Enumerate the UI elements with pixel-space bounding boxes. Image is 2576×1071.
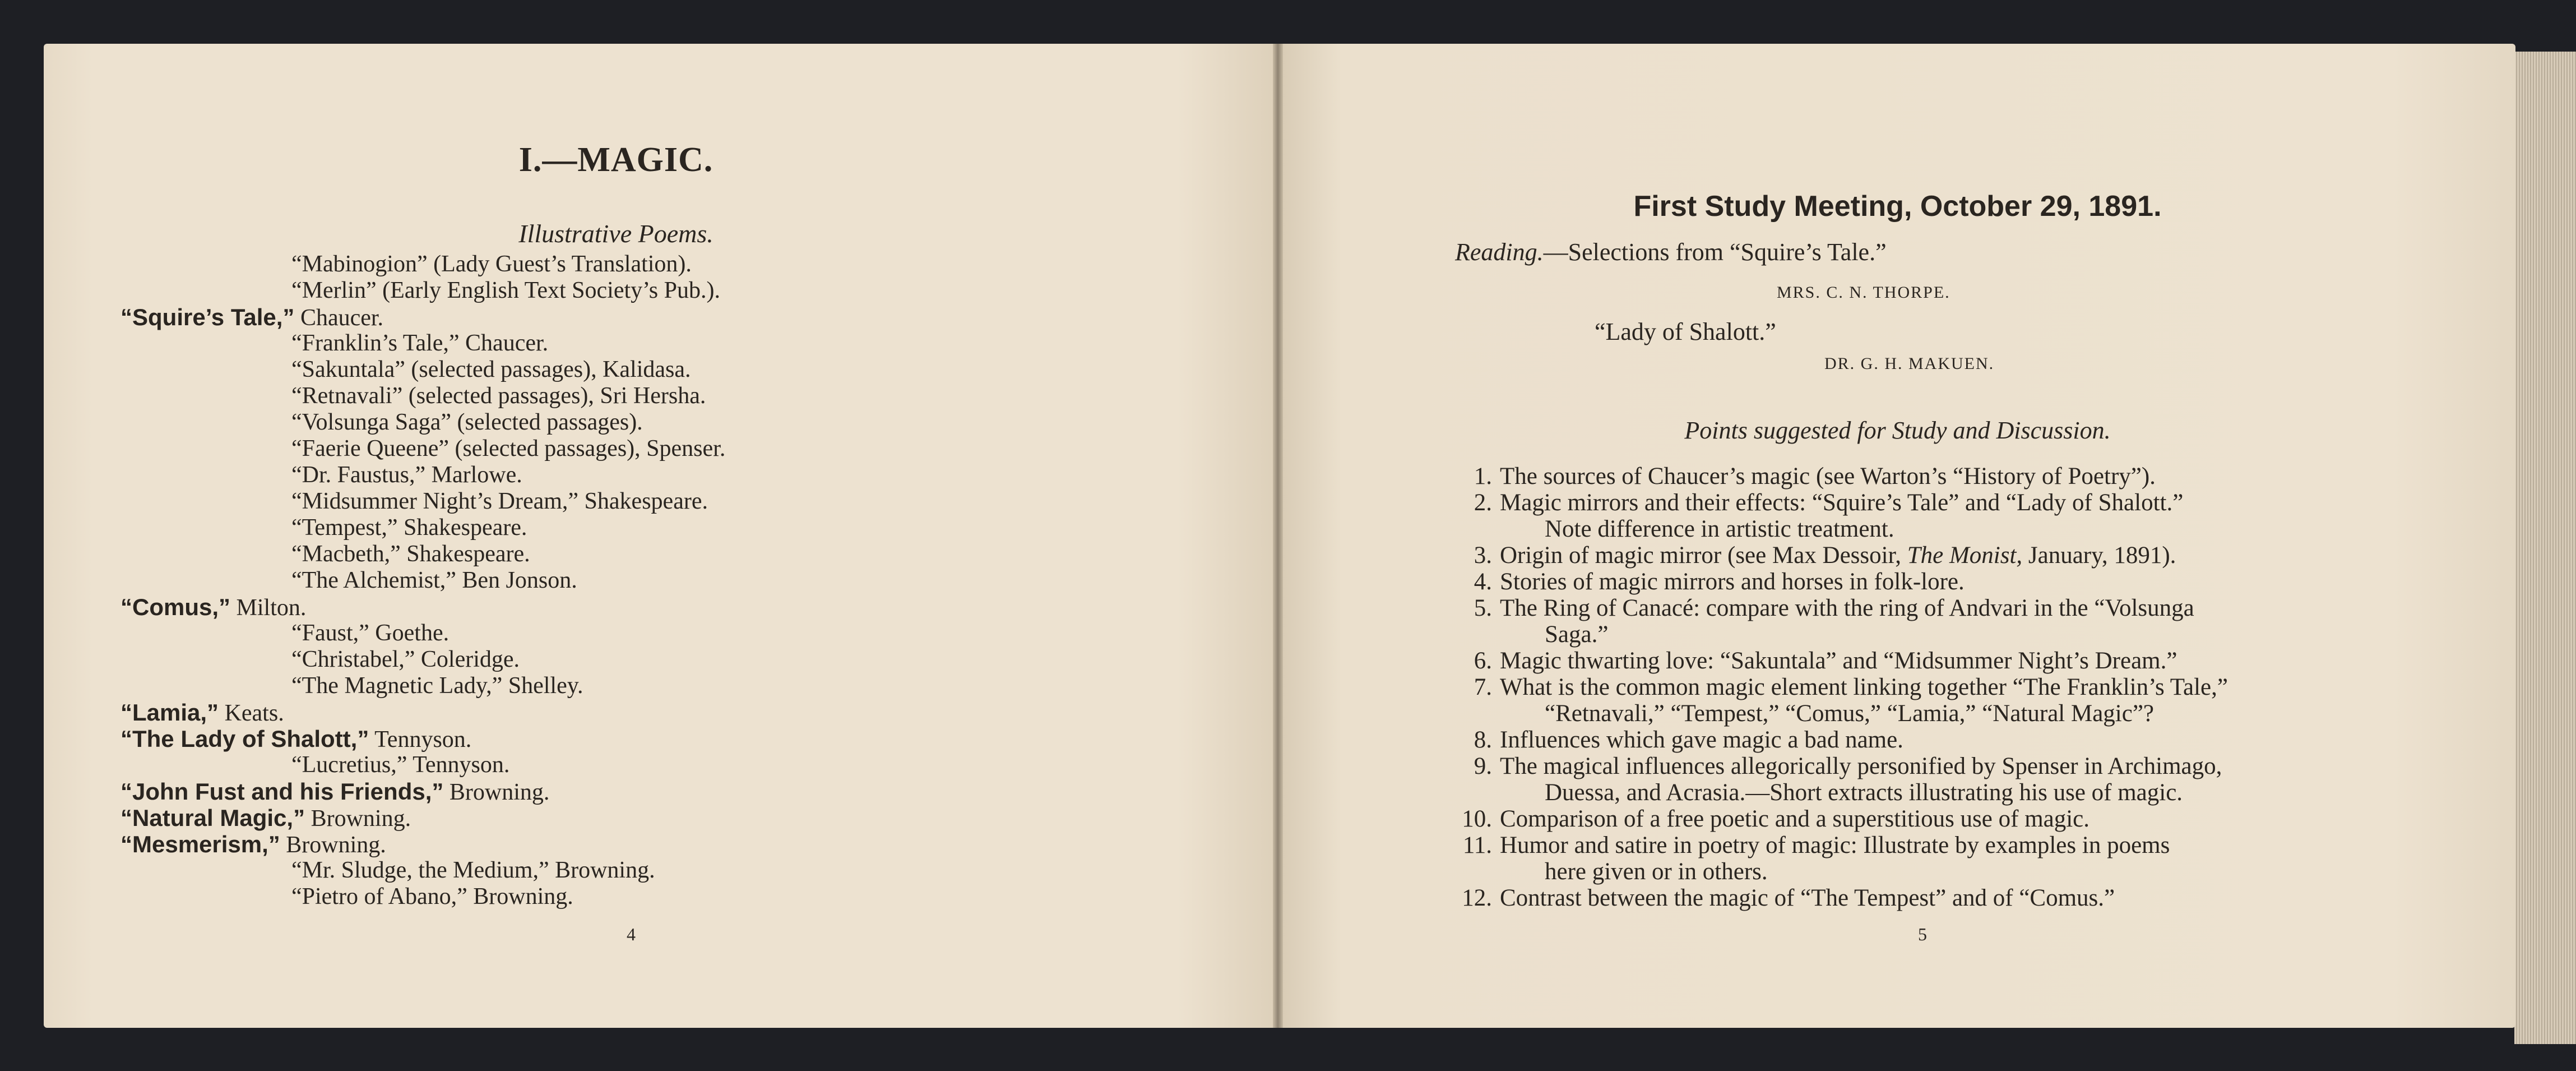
discussion-point xyxy=(1452,542,2410,569)
poem-text: “Merlin” (Early English Text Society’s Pub.). xyxy=(291,278,720,303)
point-number: 3. xyxy=(1474,542,1492,569)
poem-text: “Midsummer Night’s Dream,” Shakespeare. xyxy=(291,488,708,514)
discussion-point xyxy=(1452,753,2410,806)
discussion-point xyxy=(1452,885,2410,911)
point-number: 9. xyxy=(1474,753,1492,779)
reader-2: DR. G. H. MAKUEN. xyxy=(1824,354,1995,373)
point-text: Influences which gave magic a bad name. xyxy=(1500,727,1903,753)
poem-text: “Faerie Queene” (selected passages), Spenser. xyxy=(291,436,726,461)
poem-item xyxy=(121,673,725,699)
poem-title: “The Lady of Shalott,” xyxy=(121,726,369,752)
left-page-number: 4 xyxy=(627,924,636,944)
poem-text: “Retnavali” (selected passages), Sri Hersha. xyxy=(291,383,706,409)
poem-author: Browning. xyxy=(305,806,411,832)
point-number: 4. xyxy=(1474,569,1492,595)
point-text: Magic thwarting love: “Sakuntala” and “Midsummer Night’s Dream.” xyxy=(1500,648,2177,674)
poem-item xyxy=(121,436,725,462)
point-number: 5. xyxy=(1474,595,1492,621)
points-list xyxy=(1452,463,2410,911)
poem-item xyxy=(121,726,725,752)
points-heading: Points suggested for Study and Discussion. xyxy=(1684,417,2111,444)
poem-item xyxy=(121,541,725,567)
point-text xyxy=(1500,542,2410,569)
point-text: Comparison of a free poetic and a superstitious use of magic. xyxy=(1500,806,2090,832)
poem-text: “Franklin’s Tale,” Chaucer. xyxy=(291,330,549,356)
poem-title: “Comus,” xyxy=(121,594,231,620)
poem-text: “Sakuntala” (selected passages), Kalidasa. xyxy=(291,357,691,382)
reading-line xyxy=(1455,238,1887,266)
poem-item xyxy=(121,620,725,647)
poem-author: Browning. xyxy=(280,832,386,858)
poem-text: “Dr. Faustus,” Marlowe. xyxy=(291,462,522,488)
poem-text: “The Alchemist,” Ben Jonson. xyxy=(291,567,577,593)
poem-author: Browning. xyxy=(443,779,550,805)
poem-author: Chaucer. xyxy=(294,305,384,331)
poem-author: Keats. xyxy=(219,700,284,726)
poem-author: Milton. xyxy=(230,595,307,621)
poem-title: “Squire’s Tale,” xyxy=(121,304,295,330)
poem-item xyxy=(121,805,725,831)
poem-list xyxy=(121,251,725,910)
reading-2: “Lady of Shalott.” xyxy=(1595,318,1776,345)
point-continuation: Saga.” xyxy=(1545,621,1609,648)
poem-item xyxy=(121,330,725,357)
poem-item xyxy=(121,383,725,409)
point-text-b: January, 1891). xyxy=(2022,542,2176,569)
poem-text: “Lucretius,” Tennyson. xyxy=(291,752,510,778)
point-number: 2. xyxy=(1474,490,1492,516)
poem-item xyxy=(121,647,725,673)
poem-title: “Mesmerism,” xyxy=(121,831,280,857)
poem-title: “John Fust and his Friends,” xyxy=(121,778,444,805)
point-text: The sources of Chaucer’s magic (see Warton’s “History of Poetry”). xyxy=(1500,463,2156,490)
section-subtitle: Illustrative Poems. xyxy=(518,219,714,248)
point-continuation: here given or in others. xyxy=(1545,858,1768,885)
poem-item xyxy=(121,884,725,910)
poem-item xyxy=(121,831,725,857)
discussion-point xyxy=(1452,727,2410,753)
point-number: 6. xyxy=(1474,648,1492,674)
point-number: 11. xyxy=(1462,832,1492,858)
poem-item xyxy=(121,752,725,778)
point-text: What is the common magic element linking together “The Franklin’s Tale,” xyxy=(1500,674,2228,700)
poem-text: “Tempest,” Shakespeare. xyxy=(291,515,527,541)
poem-item xyxy=(121,278,725,304)
poem-text: “Christabel,” Coleridge. xyxy=(291,647,520,672)
discussion-point xyxy=(1452,595,2410,648)
poem-item xyxy=(121,462,725,488)
poem-text: “Mabinogion” (Lady Guest’s Translation). xyxy=(291,251,692,277)
point-text: Magic mirrors and their effects: “Squire’s Tale” and “Lady of Shalott.” xyxy=(1500,490,2184,516)
discussion-point xyxy=(1452,490,2410,542)
poem-title: “Lamia,” xyxy=(121,699,219,726)
point-text: Humor and satire in poetry of magic: Illustrate by examples in poems xyxy=(1500,832,2170,858)
poem-item xyxy=(121,594,725,620)
point-text-italic: The Monist, xyxy=(1907,542,2023,569)
poem-item xyxy=(121,515,725,541)
poem-item xyxy=(121,778,725,805)
poem-text: “Faust,” Goethe. xyxy=(291,620,450,646)
poem-item xyxy=(121,357,725,383)
point-text: The Ring of Canacé: compare with the ring of Andvari in the “Volsunga xyxy=(1500,595,2194,621)
discussion-point xyxy=(1452,832,2410,885)
right-page-number: 5 xyxy=(1918,924,1927,944)
point-number: 7. xyxy=(1474,674,1492,700)
point-text: Contrast between the magic of “The Tempest” and of “Comus.” xyxy=(1500,885,2115,911)
reading-text: —Selections from “Squire’s Tale.” xyxy=(1543,238,1887,266)
point-number: 1. xyxy=(1474,463,1492,490)
point-number: 8. xyxy=(1474,727,1492,753)
point-continuation: “Retnavali,” “Tempest,” “Comus,” “Lamia,” “Natural Magic”? xyxy=(1545,700,2155,727)
poem-item xyxy=(121,488,725,515)
discussion-point xyxy=(1452,648,2410,674)
meeting-title: First Study Meeting, October 29, 1891. xyxy=(1633,190,2162,223)
poem-text: “Mr. Sludge, the Medium,” Browning. xyxy=(291,857,655,883)
section-title: I.—MAGIC. xyxy=(518,141,714,179)
page-edges-stack xyxy=(2514,52,2576,1044)
reader-1: MRS. C. N. THORPE. xyxy=(1777,283,1950,302)
poem-item xyxy=(121,857,725,884)
discussion-point xyxy=(1452,569,2410,595)
poem-title: “Natural Magic,” xyxy=(121,805,305,831)
poem-text: “Volsunga Saga” (selected passages). xyxy=(291,409,643,435)
point-number: 10. xyxy=(1462,806,1492,832)
poem-item xyxy=(121,304,725,330)
point-text: Stories of magic mirrors and horses in folk-lore. xyxy=(1500,569,1965,595)
discussion-point xyxy=(1452,463,2410,490)
poem-item xyxy=(121,567,725,594)
poem-item xyxy=(121,699,725,726)
point-number: 12. xyxy=(1462,885,1492,911)
point-text: The magical influences allegorically personified by Spenser in Archimago, xyxy=(1500,753,2222,779)
poem-item xyxy=(121,409,725,436)
poem-item xyxy=(121,251,725,278)
discussion-point xyxy=(1452,674,2410,727)
poem-text: “The Magnetic Lady,” Shelley. xyxy=(291,673,583,699)
point-continuation: Duessa, and Acrasia.—Short extracts illustrating his use of magic. xyxy=(1545,779,2183,806)
poem-text: “Macbeth,” Shakespeare. xyxy=(291,541,530,567)
poem-author: Tennyson. xyxy=(369,727,472,753)
point-continuation: Note difference in artistic treatment. xyxy=(1545,516,1894,542)
point-text-a: Origin of magic mirror (see Max Dessoir, xyxy=(1500,542,1907,569)
discussion-point xyxy=(1452,806,2410,832)
poem-text: “Pietro of Abano,” Browning. xyxy=(291,884,573,910)
reading-label: Reading. xyxy=(1455,238,1544,266)
